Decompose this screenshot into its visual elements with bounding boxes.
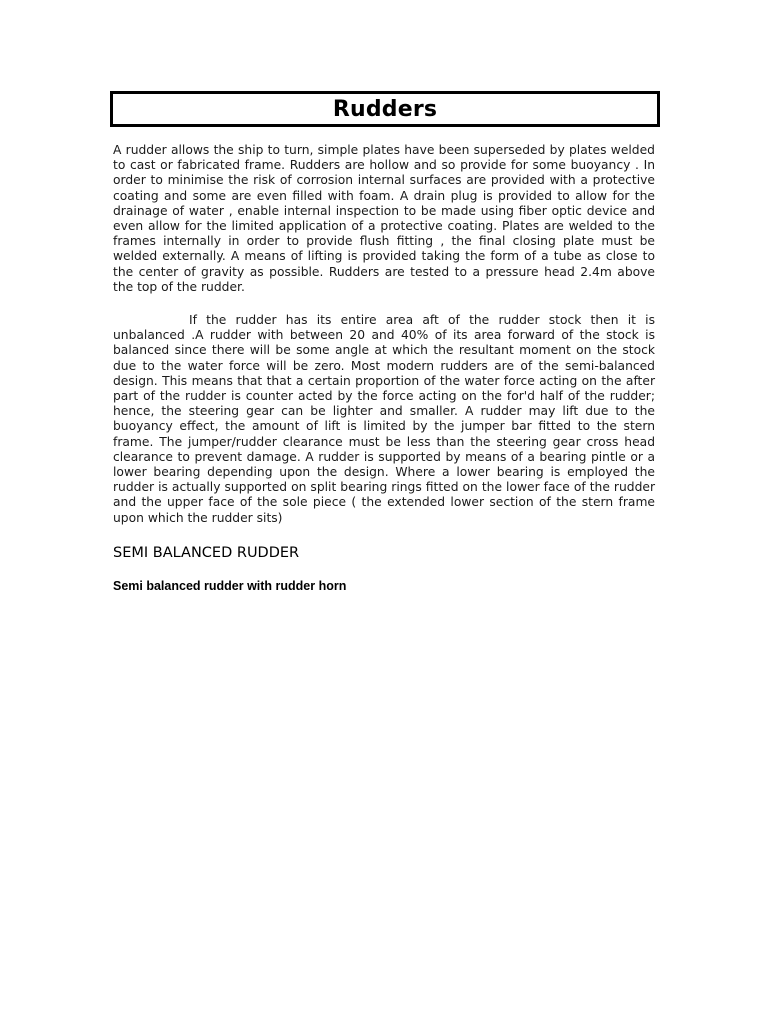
page-title: Rudders bbox=[332, 96, 438, 122]
section-heading: SEMI BALANCED RUDDER bbox=[113, 545, 300, 561]
paragraph-rudder-construction: A rudder allows the ship to turn, simple plates have been superseded by plates welded to cast or fabricated frame. Rudders are hollow and so provide for some buoyancy . In order to minimise the risk of corrosion internal surfaces are provided with a protective coating and some are even filled with foam. A drain plug is provided to allow for the drainage of water , enable internal inspection to be made using fiber optic device and even allow for the limited application of a protective coating. Plates are welded to the frames internally in order to provide flush fitting , the final closing plate must be welded externally. A means of lifting is provided taking the form of a tube as close to the center of gravity as possible. Rudders are tested to a pressure head 2.4m above the top of the rudder. bbox=[113, 143, 655, 294]
paragraph-rudder-balance: If the rudder has its entire area aft of the rudder stock then it is unbalanced .A rudder with between 20 and 40% of its area forward of the stock is balanced since there will be some angle at which the resultant moment on the stock due to the water force will be zero. Most modern rudders are of the semi-balanced design. This means that that a certain proportion of the water force acting on the after part of the rudder is counter acted by the force acting on the for'd half of the rudder; hence, the steering gear can be lighter and smaller. A rudder may lift due to the buoyancy effect, the amount of lift is limited by the jumper bar fitted to the stern frame. The jumper/rudder clearance must be less than the steering gear cross head clearance to prevent damage. A rudder is supported by means of a bearing pintle or a lower bearing depending upon the design. Where a lower bearing is employed the rudder is actually supported on split bearing rings fitted on the lower face of the rudder and the upper face of the sole piece ( the extended lower section of the stern frame upon which the rudder sits) bbox=[113, 313, 655, 525]
figure-caption: Semi balanced rudder with rudder horn bbox=[113, 579, 347, 593]
title-box bbox=[110, 91, 660, 127]
